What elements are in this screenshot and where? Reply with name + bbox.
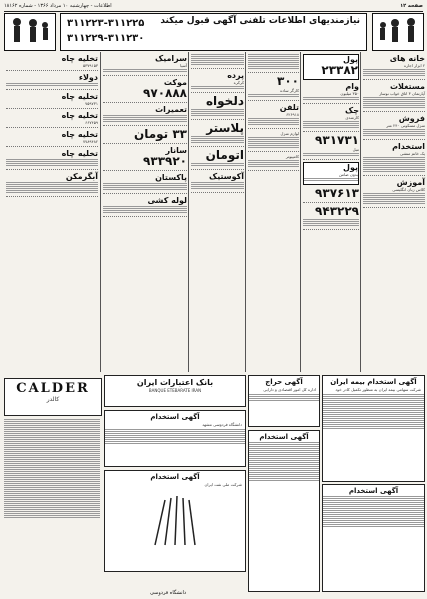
calder-logo: CALDER: [16, 381, 90, 396]
ad-item: اتومان: [191, 149, 244, 170]
notice-block: آگهی استخدام: [322, 484, 425, 592]
ad-item: فروش منزل مسکونی ۲۴۰ متر: [363, 114, 425, 140]
ad-item: لوله کشی: [103, 196, 187, 217]
ad-item: پرده کرکره: [191, 71, 244, 93]
figures-illustration-right: [372, 13, 424, 51]
figures-illustration: [4, 13, 56, 51]
column-right-2: [300, 52, 361, 372]
ad-item: دلخواه: [191, 95, 244, 120]
ad-item: لوازم منزل: [248, 131, 299, 152]
issue-date: اطلاعات - چهارشنبه ۱۰ مرداد ۱۳۶۶ - شماره ۱۸۱۶۲: [4, 3, 112, 9]
notice-block: آگهی استخدام شرکت ملی نفت ایران: [104, 470, 246, 572]
banner-phones-1: ۳۱۱۲۲۳-۳۱۱۲۲۵: [67, 18, 145, 29]
banner-title: نیازمندیهای اطلاعات تلفنی آگهی قبول میکند: [160, 16, 360, 26]
calder-ad: [4, 378, 102, 416]
page-number: صفحه ۱۲: [400, 3, 423, 9]
banner-phones-2: ۳۱۱۲۲۹-۳۱۱۲۳۰: [67, 33, 145, 44]
notice-block: آگهی استخدام بیمه ایران شرکت سهامی بیمه ایران به منظور تکمیل کادر خود: [322, 375, 425, 482]
calder-sub: کالدر: [46, 396, 60, 403]
ad-item: ۹۳۱۷۳۱ مبل: [303, 134, 359, 160]
ad-item: ۳۰۰ کارگر ساده: [248, 75, 299, 101]
notice-block: آگهی استخدام: [248, 430, 320, 592]
ad-item: پلاستر: [191, 122, 244, 147]
ad-item: دولاء: [6, 73, 98, 90]
footer-text: دانشگاه فردوسی: [150, 590, 187, 596]
ad-item: مستغلات آپارتمان ۳ اتاق خواب نوساز: [363, 82, 425, 112]
ad-item: آکوستیک: [191, 172, 244, 193]
notice-block: آگهی استخدام دانشگاه فردوسی مشهد: [104, 410, 246, 467]
ad-item: پول ۲۳۳۸۲: [303, 54, 359, 80]
notice-block: آگهی حراج اداره کل امور اقتصادی و دارایی: [248, 375, 320, 427]
column-middle-left: [188, 52, 246, 372]
ad-item: تخلیه چاه ۷۵۹۷۳۱: [6, 92, 98, 109]
ad-item: سرامیک آسیا: [103, 54, 187, 76]
ad-item: آموزش کلاس زبان انگلیسی: [363, 178, 425, 208]
ad-item: وام ۳۵۰ میلیون: [303, 82, 359, 104]
ad-item: [191, 54, 244, 69]
ad-item: پاکستان: [103, 173, 187, 194]
column-left-2: [100, 52, 189, 372]
ad-item: آبگرمکن: [6, 172, 98, 197]
page-header: [4, 2, 423, 12]
ad-item: [248, 54, 299, 73]
left-lower-listing: [4, 418, 100, 593]
ad-item: تخلیه چاه: [6, 149, 98, 170]
ad-item: چک کارمندی: [303, 106, 359, 132]
ad-item: استخدام یک خانم منشی: [363, 142, 425, 176]
bottle-illustration: [145, 490, 205, 550]
ad-item: ۹۳۷۶۱۳: [303, 187, 359, 203]
bank-ad: [104, 375, 246, 407]
ad-item: تلفن ۶۲۶۹۱۸: [248, 103, 299, 129]
bank-name: بانک اعتبارات ایران: [136, 378, 214, 387]
ad-item: سانار ۹۳۳۹۲۰: [103, 146, 187, 171]
ad-item: خانه های ۲ ابزار اجاره: [363, 54, 425, 80]
ad-item: پول بدون ضامن: [303, 162, 359, 185]
ad-item: تعمیرات: [103, 105, 187, 126]
ad-item: ۹۴۳۲۲۹: [303, 205, 359, 230]
bank-latin: BANQUE ETEBARATE IRAN: [148, 388, 202, 393]
column-right: [360, 52, 427, 372]
ad-phone-banner: [60, 13, 367, 51]
column-left: [4, 52, 100, 372]
ad-item: تخلیه چاه ۷۷۸۹۴۸۲: [6, 130, 98, 147]
ad-item: ۳۳ تومان: [103, 128, 187, 144]
ad-item: تخلیه چاه ۶۶۷۴۵۹: [6, 111, 98, 128]
ad-item: کامپیوتر: [248, 154, 299, 171]
ad-item: موکت ۹۷۰۸۸۸: [103, 78, 187, 103]
ad-item: تخلیه چاه ۵۳۷۹۱۵۳: [6, 54, 98, 71]
column-middle: [245, 52, 301, 372]
